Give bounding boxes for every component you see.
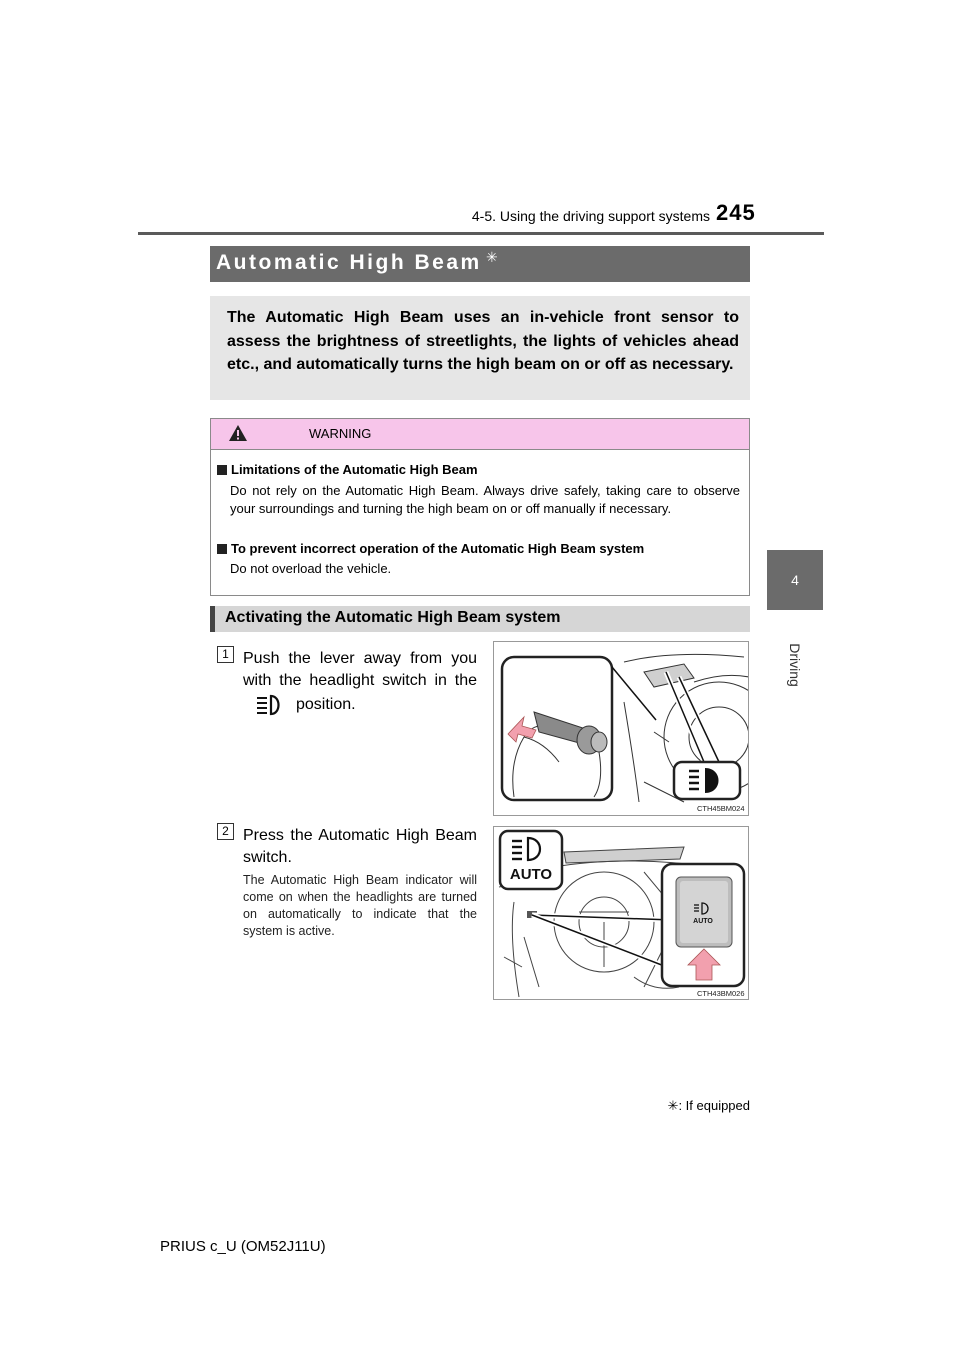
- lever-drawing: [494, 642, 749, 816]
- dashboard-drawing: [494, 827, 749, 1000]
- step-text-continued: position.: [296, 696, 356, 713]
- auto-label: AUTO: [509, 866, 553, 883]
- headlight-icon: [254, 694, 286, 716]
- warning-item-heading: [217, 541, 644, 556]
- figure-code: CTH45BM024: [697, 804, 745, 813]
- bullet-icon: [217, 544, 227, 554]
- figure-code: CTH43BM026: [697, 989, 745, 998]
- chapter-side-label: [767, 610, 823, 720]
- lever-illustration: [493, 641, 749, 816]
- bullet-icon: [217, 465, 227, 475]
- footnote: ✳: If equipped: [667, 1098, 750, 1113]
- header-rule: [138, 232, 824, 235]
- warning-item-body: Do not overload the vehicle.: [230, 561, 392, 576]
- chapter-label: Driving: [787, 643, 803, 687]
- footer-model: PRIUS c_U (OM52J11U): [160, 1238, 326, 1255]
- warning-box: [210, 418, 750, 596]
- subsection-title: Activating the Automatic High Beam system: [225, 609, 561, 626]
- step-number: 2: [217, 823, 234, 840]
- warning-title: WARNING: [309, 426, 372, 441]
- page-title: Automatic High Beam: [216, 251, 482, 274]
- auto-switch-illustration: [493, 826, 749, 1000]
- step-note: The Automatic High Beam indicator will come on when the headlights are turned on automatically to indicate that the system is active.: [243, 873, 477, 938]
- step-text: Press the Automatic High Beam switch.: [243, 827, 477, 866]
- warning-item-heading-text: Limitations of the Automatic High Beam: [231, 462, 478, 477]
- intro-box: The Automatic High Beam uses an in-vehicle front sensor to assess the brightness of streetlights, the lights of vehicles ahead etc., and automatically turns the high beam on or off as necessary.: [210, 296, 750, 400]
- warning-icon: [228, 424, 248, 442]
- switch-auto-label: AUTO: [693, 918, 713, 925]
- step-text: Push the lever away from you with the headlight switch in the: [243, 650, 477, 689]
- warning-item-heading-text: To prevent incorrect operation of the Automatic High Beam system: [231, 541, 645, 556]
- chapter-tab: 4: [767, 550, 823, 610]
- equipped-marker: ✳: [486, 249, 498, 265]
- warning-header: [211, 419, 749, 450]
- warning-item-body: Do not rely on the Automatic High Beam. Always drive safely, taking care to observe your surroundings and turning the high beam on or off manually if necessary.: [230, 483, 740, 516]
- page-number: 245: [716, 200, 756, 225]
- warning-item-heading: [217, 462, 478, 477]
- section-header: 4-5. Using the driving support systems: [471, 208, 710, 224]
- step-number: 1: [217, 646, 234, 663]
